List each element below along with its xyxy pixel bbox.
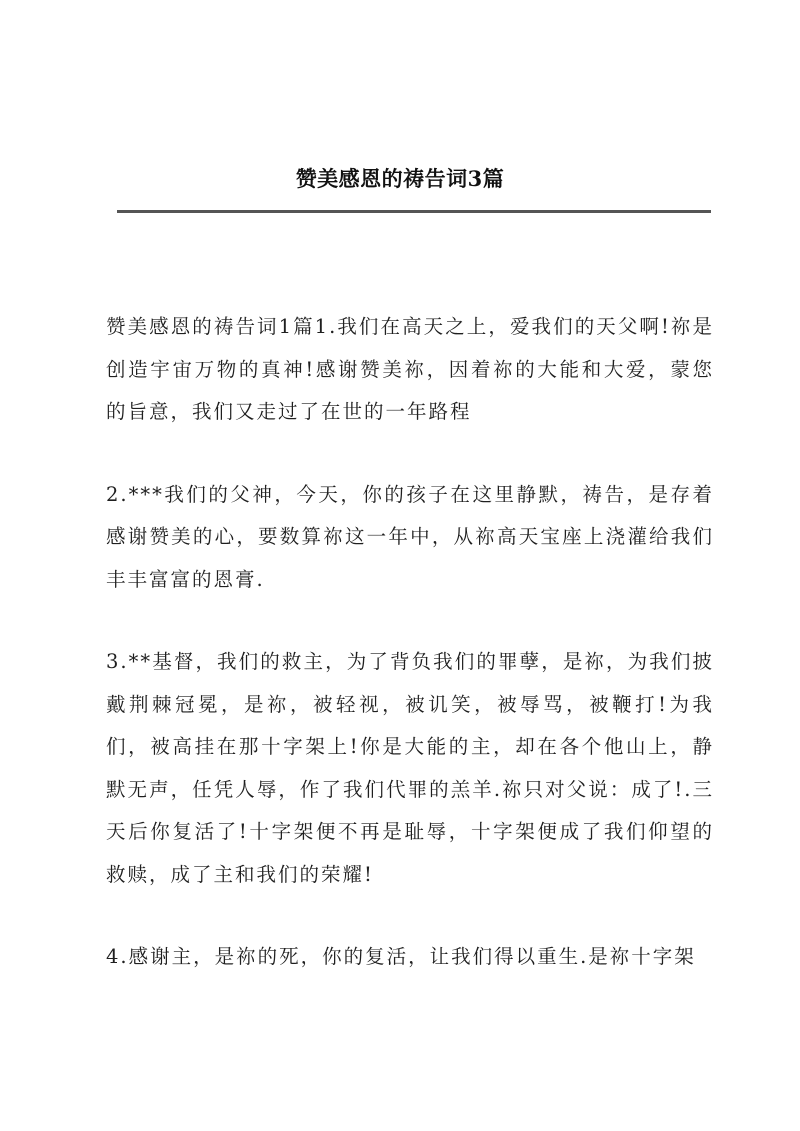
document-title: 赞美感恩的祷告词3篇 [295,166,505,191]
paragraph-4: 4.感谢主，是祢的死，你的复活，让我们得以重生.是祢十字架 [106,945,696,968]
title-underline [117,210,711,213]
paragraph-2: 2.***我们的父神，今天，你的孩子在这里静默，祷告，是存着感谢赞美的心，要数算祢这一年中，从祢高天宝座上浇灌给我们丰丰富富的恩膏. [106,482,714,591]
paragraph-1: 赞美感恩的祷告词1篇1.我们在高天之上，爱我们的天父啊!祢是创造宇宙万物的真神!感谢赞美祢，因着祢的大能和大爱，蒙您的旨意，我们又走过了在世的一年路程 [106,315,714,423]
paragraph-3: 3.**基督，我们的救主，为了背负我们的罪孽，是祢，为我们披戴荆棘冠冕，是祢，被轻视，被讥笑，被辱骂，被鞭打!为我们，被高挂在那十字架上!你是大能的主，却在各个他山上，静默无声，任凭人辱，作了我们代罪的羔羊.祢只对父说：成了!.三天后你复活了!十字架便不再是耻辱，十字架便成了我们仰望的救赎，成了主和我们的荣耀! [106,650,714,886]
document-body [106,306,714,1019]
